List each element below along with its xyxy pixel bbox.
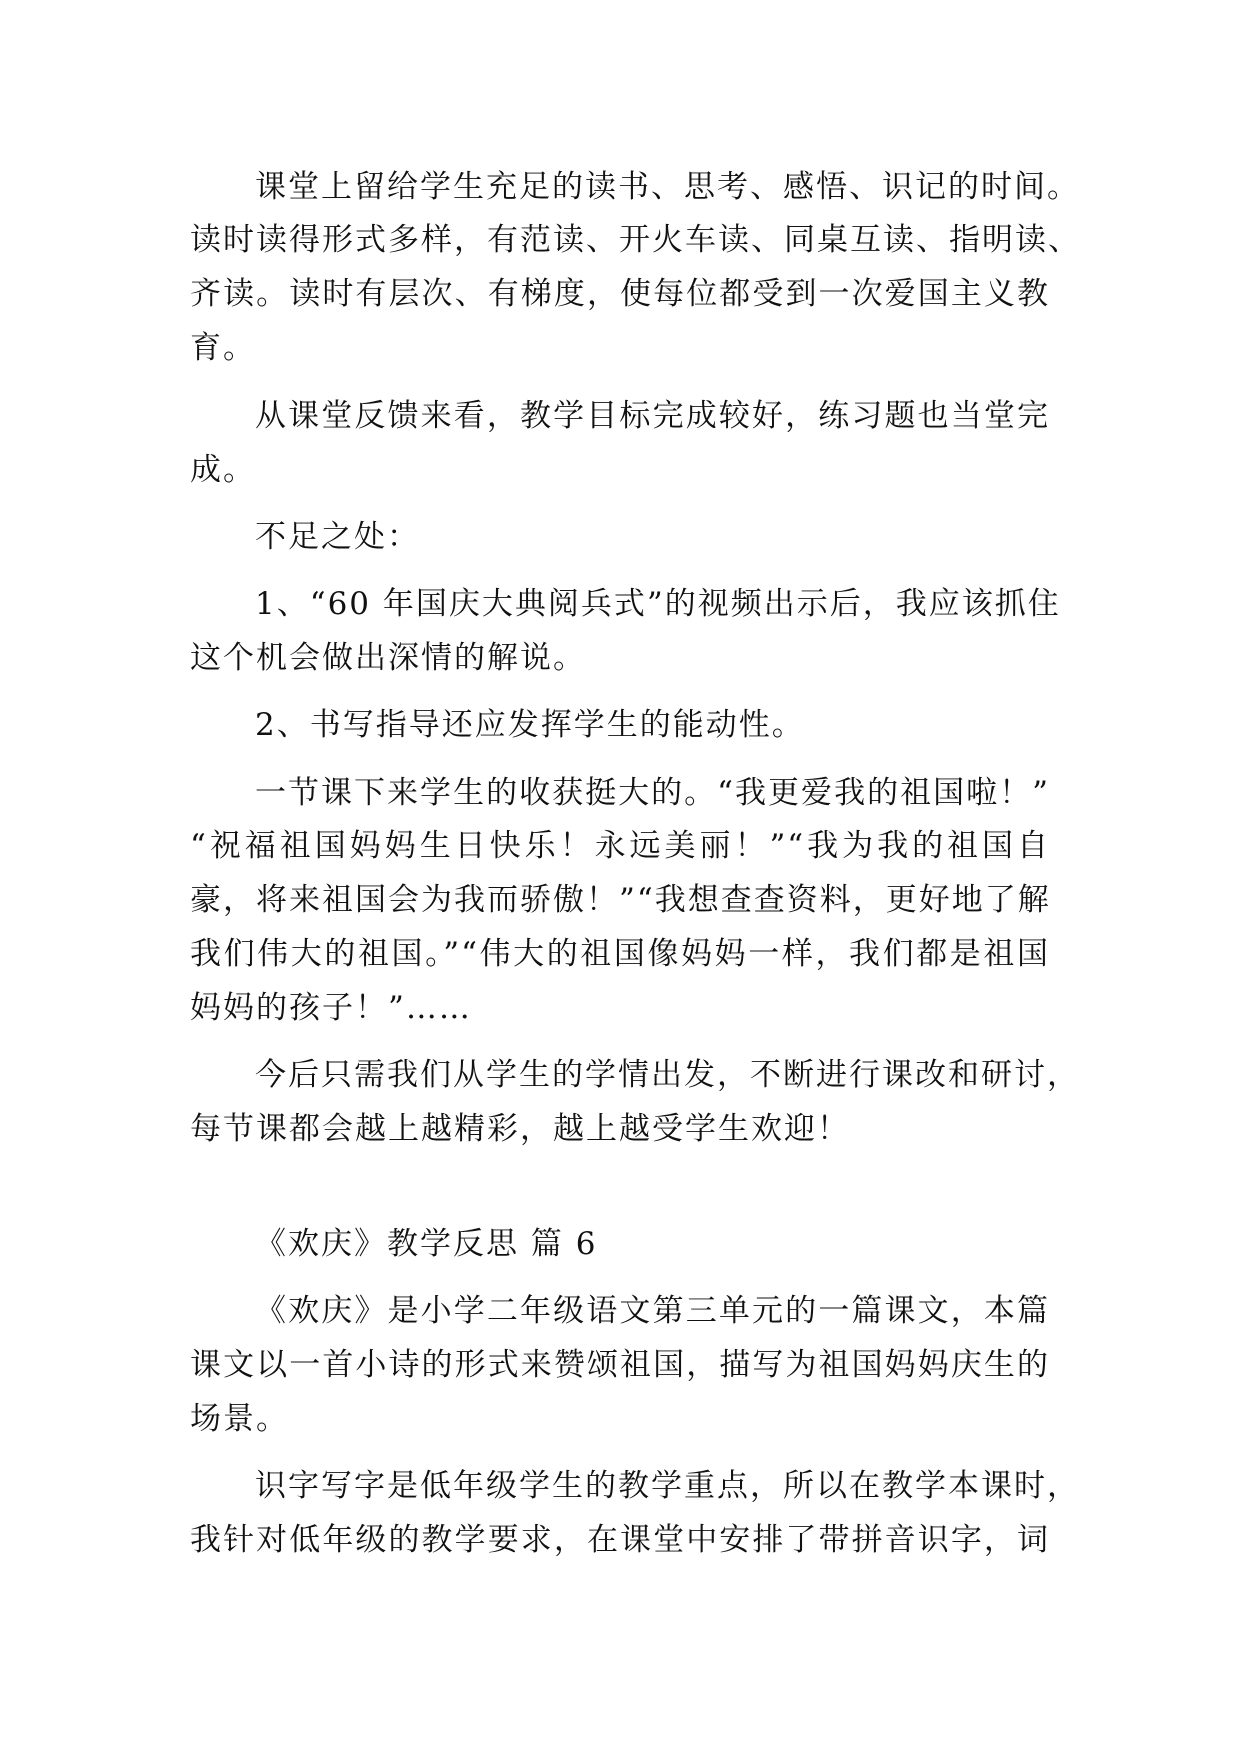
- paragraph-line: 从课堂反馈来看，教学目标完成较好，练习题也当堂完: [255, 398, 1050, 434]
- paragraph-line: 成。: [190, 452, 256, 488]
- paragraph-line: 妈妈的孩子！”……: [190, 990, 472, 1026]
- paragraph-line: 齐读。读时有层次、有梯度，使每位都受到一次爱国主义教: [190, 276, 1050, 312]
- paragraph-line: 读时读得形式多样，有范读、开火车读、同桌互读、指明读、: [190, 222, 1081, 258]
- paragraph-line: 我们伟大的祖国。”“伟大的祖国像妈妈一样，我们都是祖国: [190, 936, 1050, 972]
- paragraph-line: 豪，将来祖国会为我而骄傲！”“我想查查资料，更好地了解: [190, 882, 1051, 918]
- paragraph-line: 课文以一首小诗的形式来赞颂祖国，描写为祖国妈妈庆生的: [190, 1347, 1050, 1383]
- paragraph-line: “祝福祖国妈妈生日快乐！永远美丽！”“我为我的祖国自: [190, 828, 1050, 864]
- paragraph-line: 今后只需我们从学生的学情出发，不断进行课改和研讨，: [255, 1057, 1080, 1093]
- list-item: 1、“60 年国庆大典阅兵式”的视频出示后，我应该抓住: [255, 586, 1061, 622]
- paragraph-line: 课堂上留给学生充足的读书、思考、感悟、识记的时间。: [255, 169, 1080, 205]
- paragraph-line: 每节课都会越上越精彩，越上越受学生欢迎！: [190, 1111, 850, 1147]
- paragraph-line: 《欢庆》是小学二年级语文第三单元的一篇课文，本篇: [255, 1293, 1050, 1329]
- paragraph-line: 识字写字是低年级学生的教学重点，所以在教学本课时，: [255, 1468, 1080, 1504]
- paragraph-line: 一节课下来学生的收获挺大的。“我更爱我的祖国啦！”: [255, 775, 1050, 811]
- paragraph-line: 育。: [190, 330, 256, 366]
- section-label: 不足之处：: [255, 519, 420, 555]
- section-heading: 《欢庆》教学反思 篇 6: [255, 1226, 598, 1262]
- paragraph-line: 场景。: [190, 1401, 289, 1437]
- list-item-continuation: 这个机会做出深情的解说。: [190, 640, 586, 676]
- paragraph-line: 我针对低年级的教学要求，在课堂中安排了带拼音识字，词: [190, 1522, 1050, 1558]
- list-item: 2、书写指导还应发挥学生的能动性。: [255, 707, 805, 743]
